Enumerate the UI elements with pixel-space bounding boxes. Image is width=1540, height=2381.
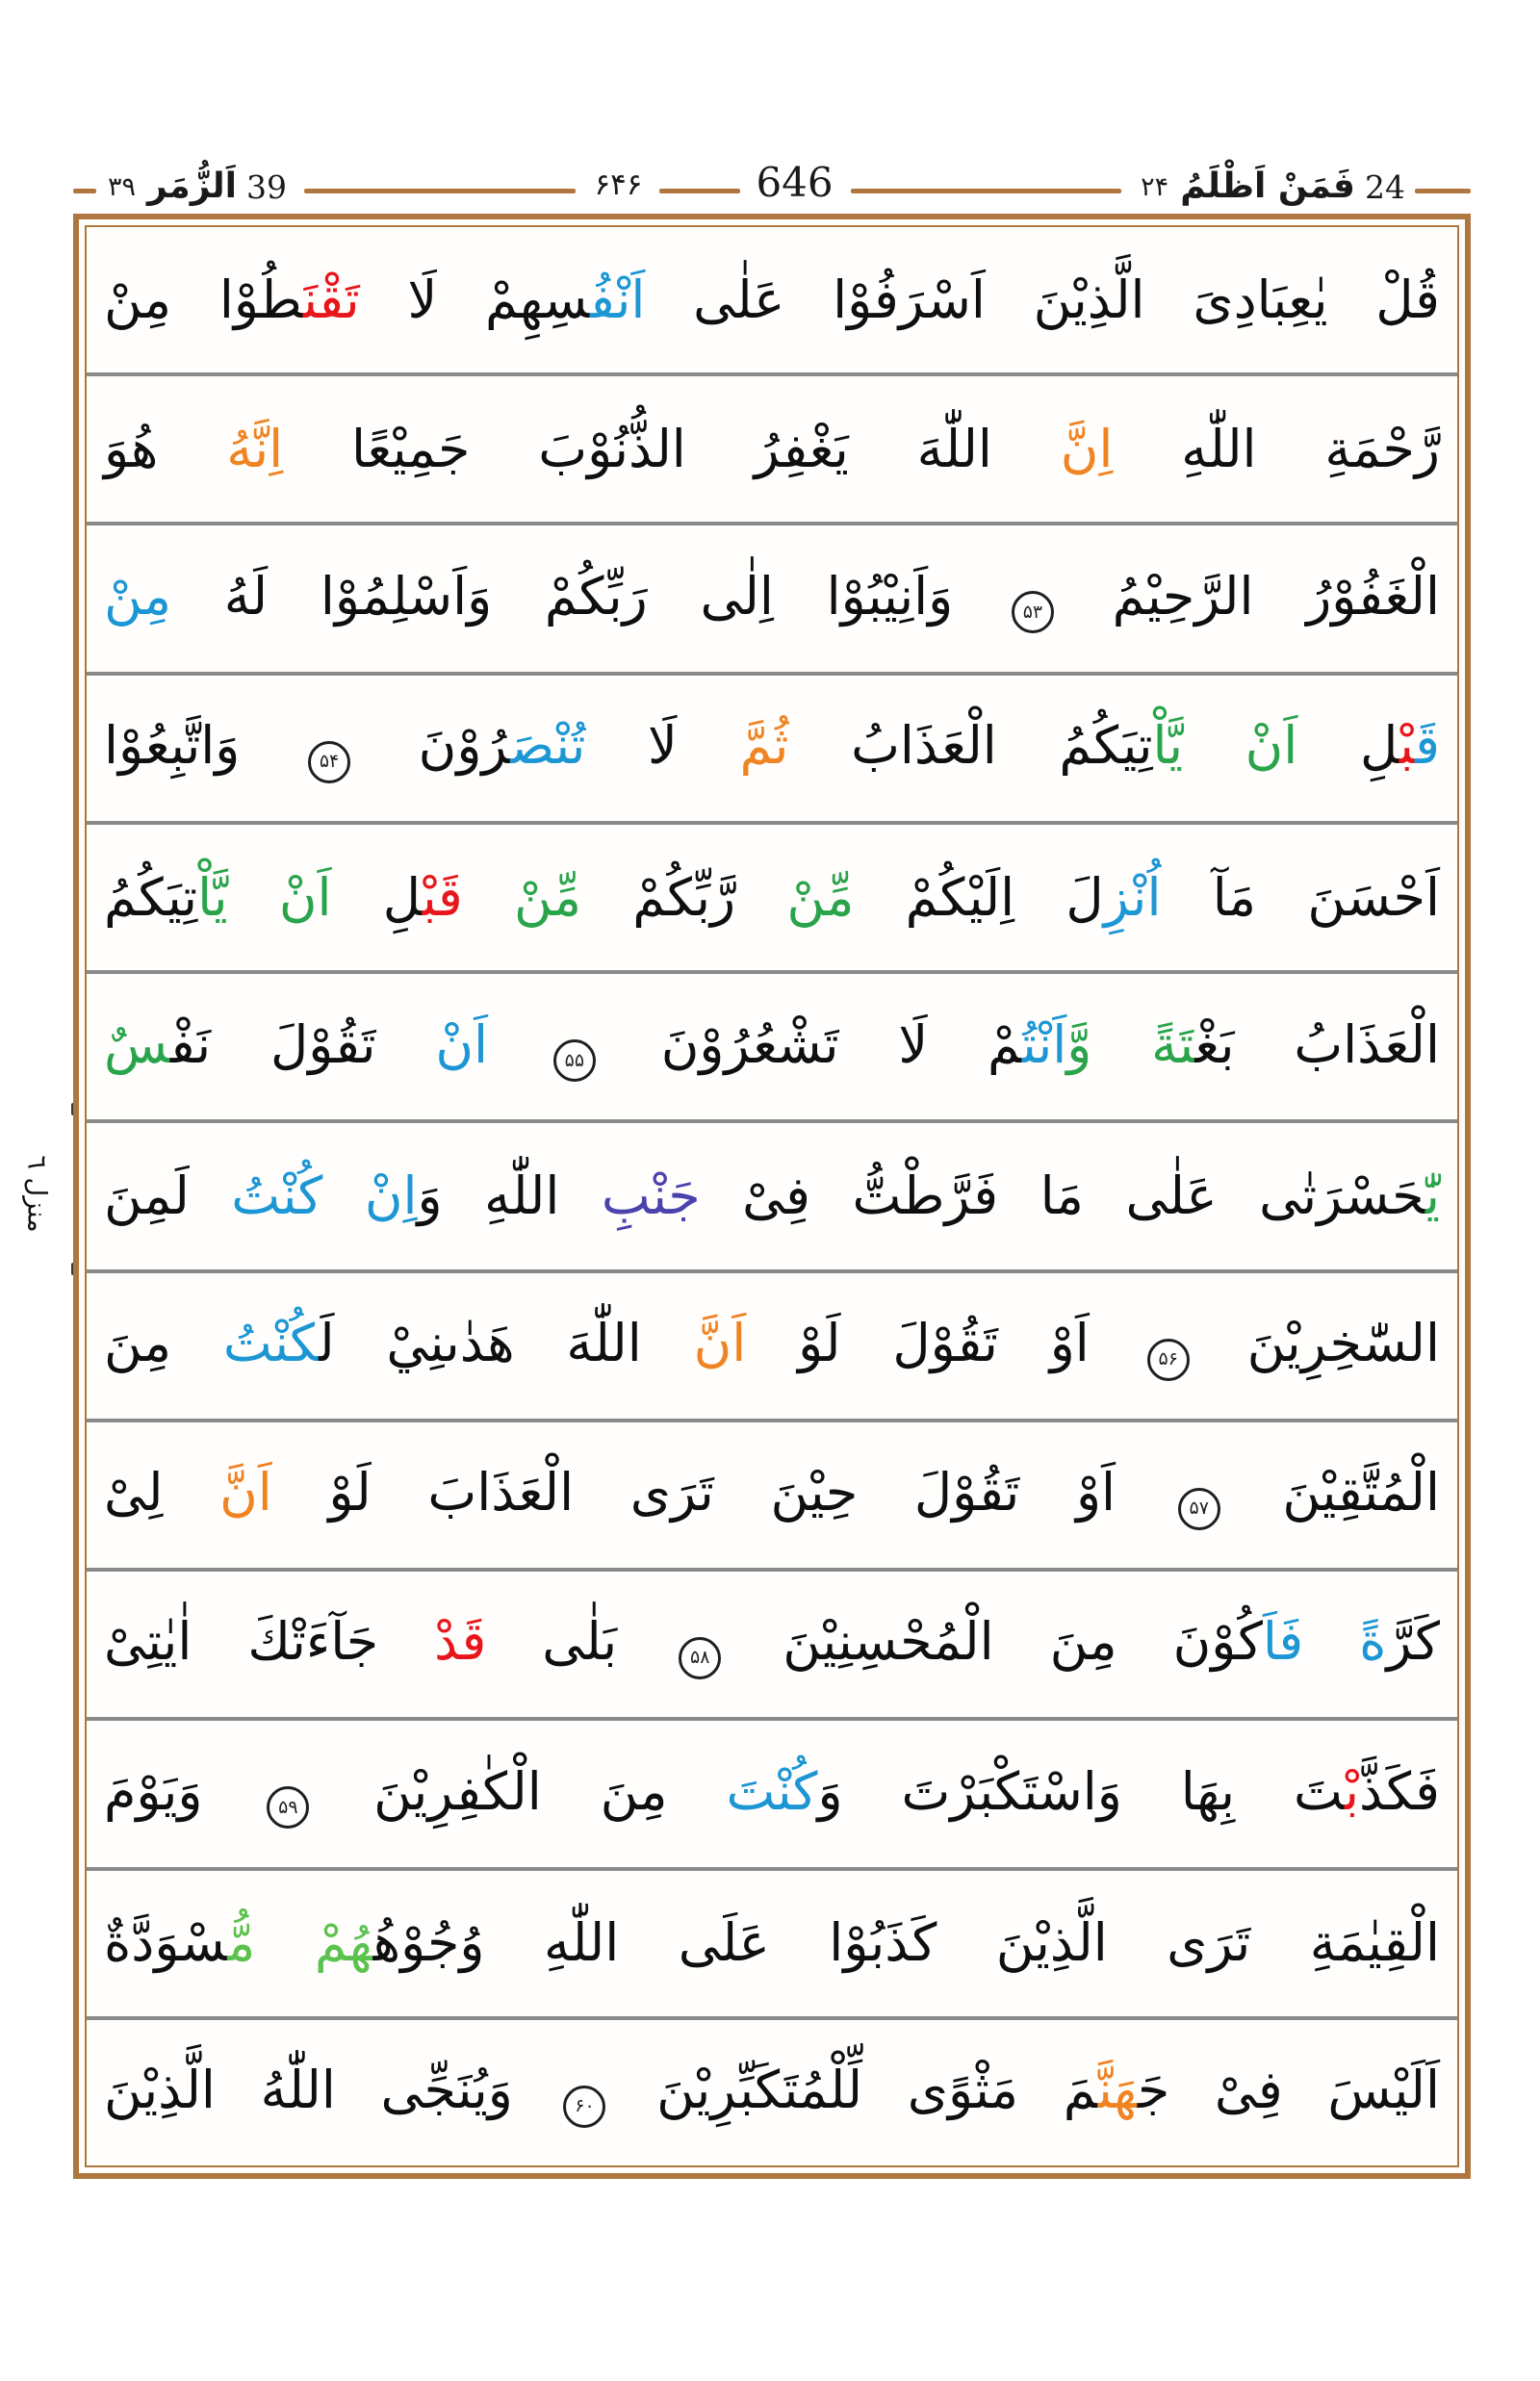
text-segment: رُوْنَ — [356, 715, 511, 777]
text-segment: مْ لَا تَشْعُرُوْنَ — [601, 1013, 1022, 1075]
text-segment: وَيَوْمَ — [104, 1760, 262, 1822]
text-segment: فَكَذَّ — [1359, 1760, 1440, 1822]
text-segment: يّٰ — [1424, 1165, 1440, 1227]
text-segment: وَاَنِيْبُوْا اِلٰى رَبِّكُمْ وَاَسْلِمُوْا لَهُ — [171, 565, 1006, 627]
text-segment: اَنَّ — [219, 1462, 272, 1523]
text-segment: الْغَفُوْرُ الرَّحِيْمُ — [1059, 565, 1440, 627]
text-segment: قَدْ — [434, 1611, 487, 1673]
quran-line — [87, 227, 1457, 372]
text-segment: كُنْتَ — [726, 1760, 818, 1822]
quran-line — [87, 970, 1457, 1119]
quran-line-text — [104, 417, 1440, 482]
header-rule — [1415, 189, 1471, 193]
quran-line-text — [104, 713, 1440, 783]
text-segment: تَةً وَّ — [1066, 1013, 1195, 1075]
text-segment: اَنْ يَّاْ — [1152, 715, 1298, 777]
text-segment: سِهِمْ لَا — [359, 269, 591, 330]
text-segment: ةً فَاَ — [1262, 1611, 1387, 1673]
quran-line-text — [104, 1164, 1440, 1229]
surah-number-latin: 39 — [245, 168, 287, 206]
text-segment: مِّنْ — [513, 866, 582, 928]
text-segment: تَقُوْلَ نَفْ — [169, 1013, 436, 1075]
text-segment: اَنْفُ — [590, 269, 646, 330]
text-segment: اَنْ يَّاْ — [197, 866, 332, 928]
surah-name: اَلزُّمَر — [147, 166, 237, 206]
verse-marker: ۵۳ — [1012, 591, 1054, 633]
manzil-label: منزل ٦ — [21, 1154, 52, 1233]
text-segment: مِّنْ — [786, 866, 855, 928]
quran-line — [87, 1419, 1457, 1568]
quran-line — [87, 522, 1457, 671]
text-segment: رَّبِّكُمْ — [581, 866, 787, 928]
text-segment: سْوَدَّةٌ — [104, 1912, 228, 1974]
text-segment: الْمُتَّقِيْنَ — [1225, 1462, 1441, 1523]
text-segment: قُلْ يٰعِبَادِىَ الَّذِيْنَ اَسْرَفُوْا عَلٰى — [645, 269, 1440, 330]
quran-line-text — [104, 1910, 1440, 1976]
text-segment: مِنَ — [104, 1313, 223, 1373]
text-segment: بْ — [1399, 715, 1416, 777]
quran-line — [87, 1717, 1457, 1866]
quran-line-text — [104, 268, 1440, 333]
text-segment — [488, 1014, 548, 1075]
quran-line-text — [104, 1311, 1440, 1381]
text-segment: بَلٰى — [486, 1611, 674, 1673]
quran-line-text — [104, 865, 1440, 931]
quran-line — [87, 2016, 1457, 2165]
text-segment: تَ بِهَا وَاسْتَكْبَرْتَ وَ — [817, 1760, 1345, 1822]
quran-line — [87, 1568, 1457, 1717]
header-rule — [851, 189, 1122, 193]
text-segment: اُنْزِ — [1103, 866, 1162, 928]
page-header — [73, 144, 1471, 208]
page-frame-inner — [85, 225, 1459, 2167]
quran-line-text — [104, 564, 1440, 634]
quran-line — [87, 372, 1457, 522]
text-segment: اللّٰهِ وَ — [417, 1165, 602, 1227]
text-segment: تُنْصَ — [510, 715, 586, 777]
text-segment: اِنْ كُنْتُ — [231, 1165, 418, 1227]
quran-line-text — [104, 2058, 1440, 2128]
text-segment: جَآءَتْكَ اٰيٰتِىْ — [104, 1611, 435, 1673]
text-segment: كُنْتُ — [222, 1313, 320, 1373]
text-segment: اَوْ تَقُوْلَ حِيْنَ تَرَى الْعَذَابَ لَوْ — [271, 1462, 1172, 1523]
text-segment: كُوْنَ مِنَ الْمُحْسِنِيْنَ — [727, 1611, 1263, 1673]
verse-marker: ۵۵ — [553, 1039, 596, 1082]
text-segment: ثُمَّ — [739, 715, 789, 777]
text-segment: السّٰخِرِيْنَ — [1194, 1313, 1440, 1373]
quran-line — [87, 1119, 1457, 1268]
text-segment: رَّحْمَةِ اللّٰهِ — [1113, 419, 1440, 480]
verse-marker: ۵۶ — [1147, 1339, 1190, 1381]
text-segment: اَنْ — [435, 1013, 489, 1075]
text-segment: قَ — [1415, 715, 1440, 777]
text-segment: مِنَ الْكٰفِرِيْنَ — [315, 1760, 727, 1822]
text-segment: وَيُنَجِّى اللّٰهُ الَّذِيْنَ — [104, 2060, 558, 2121]
text-segment: الْقِيٰمَةِ تَرَى الَّذِيْنَ كَذَبُوْا عَلَى اللّٰهِ وُجُوْهُ — [372, 1912, 1440, 1974]
text-segment: تِيَكُمُ الْعَذَابُ — [788, 715, 1153, 777]
text-segment: اِنَّهُ — [226, 419, 284, 480]
text-segment: تِيَكُمُ — [104, 866, 198, 928]
text-segment: طُوْا مِنْ — [104, 269, 304, 330]
text-segment: لَ اِلَيْكُمْ — [854, 866, 1104, 928]
quran-line — [87, 1867, 1457, 2016]
text-segment: اَلَيْسَ فِىْ جَ — [1137, 2060, 1440, 2121]
text-segment: تَقْنَ — [303, 269, 360, 330]
quran-line — [87, 1269, 1457, 1419]
text-segment: مِنْ — [104, 565, 172, 627]
manzil-label-wrap — [0, 1097, 73, 1290]
text-segment: حَسْرَتٰى عَلٰى مَا فَرَّطْتُّ فِىْ — [700, 1165, 1425, 1227]
quran-line-text — [104, 1460, 1440, 1530]
text-segment: وَاتَّبِعُوْا — [104, 715, 303, 777]
verse-marker: ۵۷ — [1178, 1488, 1220, 1530]
text-segment: كَرَّ — [1386, 1611, 1440, 1673]
text-segment: بْ — [1344, 1760, 1360, 1822]
text-segment: اَنْتُ — [1021, 1013, 1067, 1075]
juz-name: فَمَنْ اَظْلَمُ — [1180, 166, 1355, 206]
text-segment — [463, 867, 514, 928]
text-segment: الْعَذَابُ بَغْ — [1194, 1013, 1441, 1075]
quran-line — [87, 821, 1457, 970]
page-number-urdu: ۶۴۶ — [594, 167, 643, 202]
header-rule — [73, 189, 96, 193]
verse-marker: ۵۹ — [267, 1786, 309, 1829]
quran-line — [87, 672, 1457, 821]
text-segment: هَنَّ — [1097, 2060, 1138, 2121]
text-segment: اِنَّ — [1060, 419, 1114, 480]
quran-line-text — [104, 1609, 1440, 1679]
text-segment: اَحْسَنَ مَآ — [1161, 866, 1440, 928]
text-segment: هُوَ — [104, 419, 227, 480]
quran-lines — [87, 227, 1457, 2165]
juz-number-urdu: ۲۴ — [1141, 172, 1169, 202]
text-segment: اللّٰهَ هَدٰىنِيْ لَ — [319, 1313, 694, 1373]
text-segment: اللّٰهَ يَغْفِرُ الذُّنُوْبَ جَمِيْعًا — [283, 419, 1061, 480]
text-segment: لِىْ — [104, 1462, 220, 1523]
text-segment: جَنْبِ — [601, 1165, 701, 1227]
text-segment: مَ مَثْوًى لِّلْمُتَكَبِّرِيْنَ — [611, 2060, 1098, 2121]
page-frame — [73, 214, 1471, 2179]
header-rule — [659, 189, 740, 193]
text-segment: هُمْ مُّ — [227, 1912, 373, 1974]
text-segment: لِ — [331, 866, 423, 928]
text-segment: سٌ — [104, 1013, 170, 1075]
text-segment: لَمِنَ — [104, 1165, 232, 1227]
page-number-latin: 646 — [756, 159, 834, 206]
quran-line-text — [104, 1012, 1440, 1083]
verse-marker: ۵۸ — [679, 1637, 721, 1679]
surah-number-urdu: ۳۹ — [108, 172, 137, 202]
text-segment: اَوْ تَقُوْلَ لَوْ — [746, 1313, 1142, 1373]
juz-number-latin: 24 — [1365, 168, 1405, 206]
header-rule — [304, 189, 576, 193]
text-segment: اَنَّ — [693, 1313, 747, 1373]
text-segment: لِ — [1297, 715, 1399, 777]
text-segment: لَا — [585, 715, 740, 777]
quran-line-text — [104, 1759, 1440, 1830]
verse-marker: ۶۰ — [563, 2086, 605, 2128]
text-segment: قَبْ — [422, 866, 463, 928]
verse-marker: ۵۴ — [308, 741, 350, 783]
